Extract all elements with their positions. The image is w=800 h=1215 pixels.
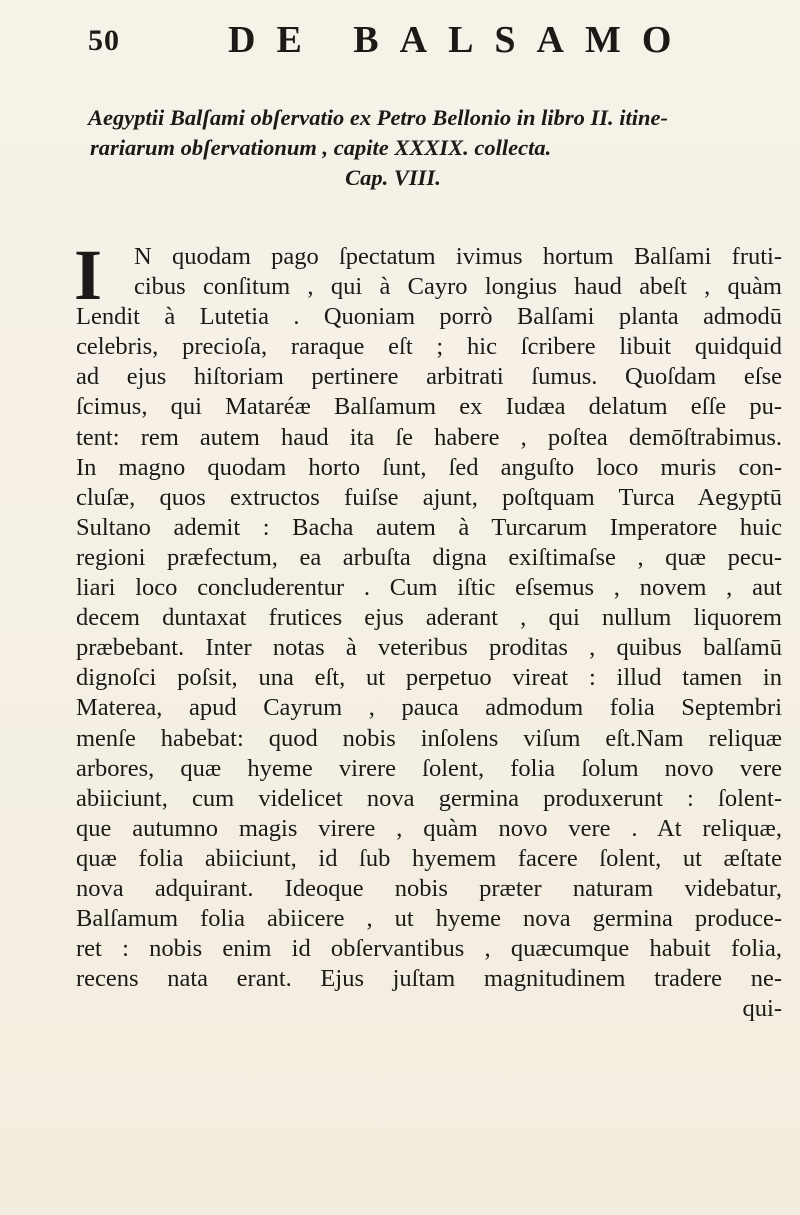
text-line: celebris, precioſa, raraque eſt ; hic ſcribere libuit quidquid <box>76 333 782 361</box>
catchword: qui- <box>742 995 782 1023</box>
text-line: Lendit à Lutetia . Quoniam porrò Balſami planta admodū <box>76 303 782 331</box>
drop-cap: I <box>74 235 103 315</box>
text-line: cluſæ, quos extructos fuiſse ajunt, poſtquam Turca Aegyptū <box>76 483 782 511</box>
chapter-number: Cap. VIII. <box>345 165 441 190</box>
text-line: regioni præfectum, ea arbuſta digna exiſtimaſse , quæ pecu- <box>76 543 782 571</box>
heading-line: Aegyptii Balſami obſervatio ex Petro Bellonio in libro II. itine- <box>88 105 668 130</box>
text-line: Materea, apud Cayrum , pauca admodum folia Septembri <box>76 694 782 722</box>
text-line: dignoſci poſsit, una eſt, ut perpetuo vireat : illud tamen in <box>76 664 782 692</box>
text-line: recens nata erant. Ejus juſtam magnitudinem tradere ne- <box>76 965 782 993</box>
text-line: ſcimus, qui Mataréæ Balſamum ex Iudæa delatum eſſe pu- <box>76 393 782 421</box>
chapter-heading <box>88 103 768 193</box>
running-title: DE BALSAMO <box>228 19 693 61</box>
body-text <box>74 235 782 1024</box>
text-line: liari loco concluderentur . Cum iſtic eſsemus , novem , aut <box>76 574 782 602</box>
text-line: cibus conſitum , qui à Cayro longius haud abeſt , quàm <box>134 273 782 301</box>
text-line: decem duntaxat frutices ejus aderant , qui nullum liquorem <box>76 604 782 632</box>
text-line: Balſamum folia abiicere , ut hyeme nova germina produce- <box>76 905 782 933</box>
text-line: menſe habebat: quod nobis inſolens viſum eſt.Nam reliquæ <box>76 724 782 752</box>
text-line: In magno quodam horto ſunt, ſed anguſto loco muris con- <box>76 453 782 481</box>
text-line: ret : nobis enim id obſervantibus , quæcumque habuit folia, <box>76 935 782 963</box>
text-line: præbebant. Inter notas à veteribus proditas , quibus balſamū <box>76 634 782 662</box>
heading-line: rariarum obſervationum , capite XXXIX. collecta. <box>90 135 552 160</box>
running-head <box>88 18 760 68</box>
text-line: tent: rem autem haud ita ſe habere , poſtea demōſtrabimus. <box>76 423 782 451</box>
text-line: arbores, quæ hyeme virere ſolent, folia ſolum novo vere <box>76 754 782 782</box>
text-line: Sultano ademit : Bacha autem à Turcarum Imperatore huic <box>76 513 782 541</box>
text-line: N quodam pago ſpectatum ivimus hortum Balſami fruti- <box>134 243 782 270</box>
text-line: abiiciunt, cum videlicet nova germina produxerunt : ſolent- <box>76 784 782 812</box>
text-line: nova adquirant. Ideoque nobis præter naturam videbatur, <box>76 874 782 902</box>
text-line: ad ejus hiſtoriam pertinere arbitrati ſumus. Quoſdam eſse <box>76 363 782 391</box>
text-line: quæ folia abiiciunt, id ſub hyemem facere ſolent, ut æſtate <box>76 844 782 872</box>
page-number: 50 <box>88 24 120 57</box>
text-line: que autumno magis virere , quàm novo vere . At reliquæ, <box>76 814 782 842</box>
